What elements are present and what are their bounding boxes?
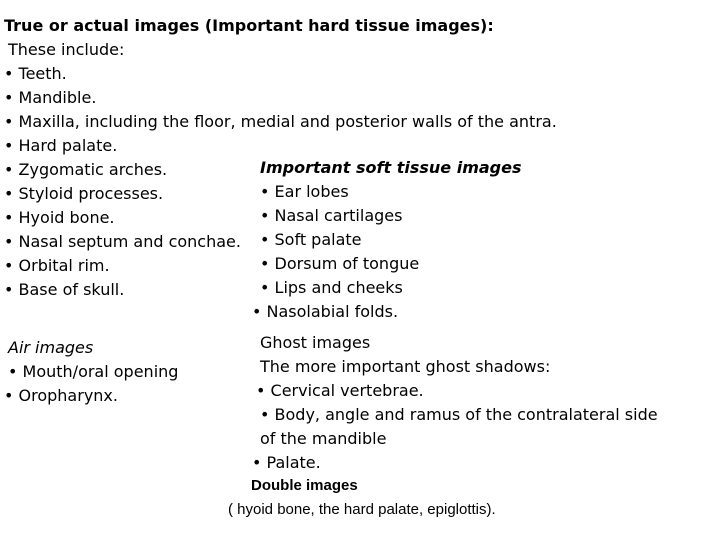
air-heading: Air images	[8, 338, 94, 357]
hard-tissue-item: • Orbital rim.	[4, 256, 110, 275]
air-section	[4, 336, 178, 408]
ghost-heading: Ghost images	[260, 333, 371, 352]
ghost-item-continued: of the mandible	[260, 429, 387, 448]
hard-tissue-item: • Base of skull.	[4, 280, 125, 299]
double-heading: Double images	[251, 477, 358, 494]
hard-tissue-item: • Mandible.	[4, 88, 97, 107]
soft-tissue-item: • Soft palate	[260, 230, 362, 249]
hard-tissue-item: • Zygomatic arches.	[4, 160, 168, 179]
soft-tissue-item: • Nasal cartilages	[260, 206, 403, 225]
soft-tissue-section	[252, 156, 521, 324]
hard-tissue-heading: True or actual images (Important hard tissue images):	[4, 16, 494, 35]
soft-tissue-item: • Lips and cheeks	[260, 278, 403, 297]
hard-tissue-intro: These include:	[8, 40, 125, 59]
soft-tissue-heading: Important soft tissue images	[260, 158, 522, 177]
hard-tissue-item: • Styloid processes.	[4, 184, 164, 203]
ghost-item: • Palate.	[252, 453, 321, 472]
air-item: • Mouth/oral opening	[8, 362, 179, 381]
soft-tissue-item: • Nasolabial folds.	[252, 302, 399, 321]
ghost-section	[252, 331, 658, 475]
ghost-item: • Body, angle and ramus of the contralateral side	[260, 405, 658, 424]
hard-tissue-item: • Maxilla, including the floor, medial and posterior walls of the antra.	[4, 112, 557, 131]
double-section	[228, 474, 496, 522]
soft-tissue-item: • Ear lobes	[260, 182, 349, 201]
hard-tissue-item: • Hard palate.	[4, 136, 118, 155]
hard-tissue-item: • Nasal septum and conchae.	[4, 232, 241, 251]
ghost-intro: The more important ghost shadows:	[260, 357, 551, 376]
soft-tissue-item: • Dorsum of tongue	[260, 254, 420, 273]
ghost-item: • Cervical vertebrae.	[256, 381, 424, 400]
hard-tissue-item: • Teeth.	[4, 64, 67, 83]
air-item: • Oropharynx.	[4, 386, 118, 405]
hard-tissue-item: • Hyoid bone.	[4, 208, 115, 227]
double-text: ( hyoid bone, the hard palate, epiglottis).	[228, 501, 496, 518]
